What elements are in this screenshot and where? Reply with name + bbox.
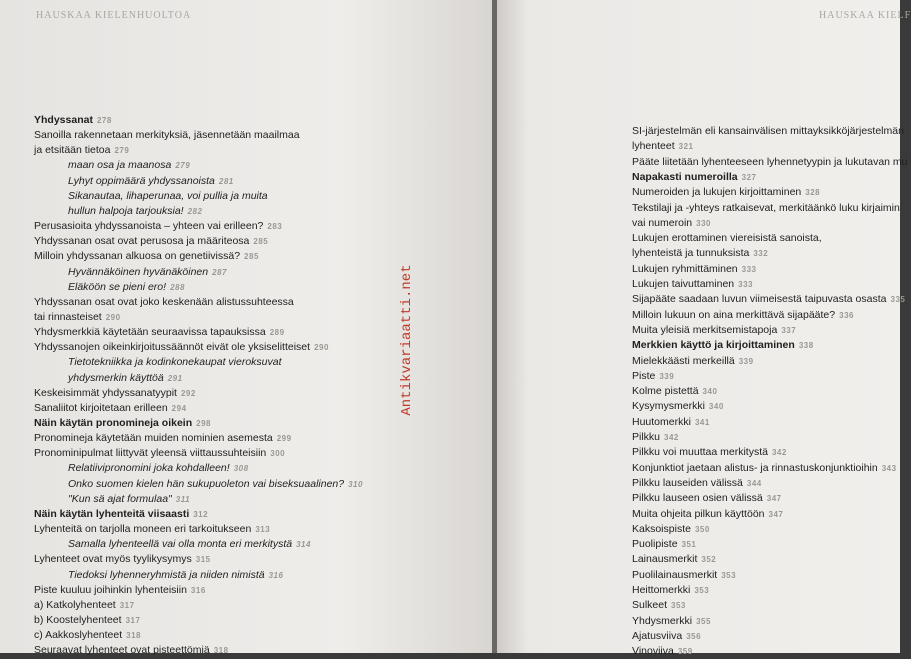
toc-entry-page: 330	[696, 218, 711, 228]
toc-entry-title: hullun halpoja tarjouksia!	[68, 204, 184, 217]
toc-entry-page: 317	[125, 615, 141, 625]
toc-entry	[34, 628, 141, 643]
toc-entry-page: 314	[296, 540, 311, 550]
toc-entry-title: Pilkku voi muuttaa merkitystä	[632, 446, 768, 459]
toc-entry-title: Sijapääte saadaan luvun viimeisestä taipuvasta osasta	[632, 293, 887, 306]
toc-entry-title: Näin käytän pronomineja oikein	[34, 417, 193, 429]
toc-entry	[632, 292, 905, 307]
toc-entry	[34, 340, 329, 355]
toc-entry-title: "Kun sä ajat formulaa"	[68, 492, 172, 505]
toc-entry-title: Pilkku	[632, 431, 661, 443]
toc-entry-title: Numeroiden ja lukujen kirjoittaminen	[632, 186, 802, 199]
toc-entry-title: Kolme pistettä	[632, 385, 699, 398]
toc-entry-page: 356	[686, 631, 702, 641]
toc-entry-title: Merkkien käyttö ja kirjoittaminen	[632, 339, 795, 352]
toc-entry	[34, 613, 140, 628]
toc-entry-page: 287	[212, 267, 227, 277]
toc-entry	[632, 568, 736, 583]
toc-entry-title: SI-järjestelmän eli kansainvälisen mittayksikköjärjestelmän	[632, 125, 904, 137]
toc-entry-title: Lukujen erottaminen viereisistä sanoista,	[632, 232, 822, 245]
toc-entry	[34, 113, 112, 128]
toc-entry-title: Mielekkäästi merkeillä	[632, 354, 735, 367]
toc-entry	[68, 477, 363, 492]
toc-entry-title: Näin käytän lyhenteitä viisaasti	[34, 507, 190, 520]
toc-entry-title: Piste kuuluu joihinkin lyhenteisiin	[34, 583, 187, 596]
toc-entry-title: Milloin lukuun on aina merkittävä sijapääte?	[632, 308, 836, 321]
toc-entry	[34, 552, 211, 567]
toc-entry	[632, 491, 782, 506]
toc-entry-title: Seuraavat lyhenteet ovat pisteettömiä	[34, 644, 210, 657]
toc-entry	[34, 325, 285, 340]
running-head-left: HAUSKAA KIELENHUOLTOA	[36, 10, 192, 21]
toc-entry-title: Vinoviiva	[632, 645, 674, 658]
toc-entry	[68, 492, 190, 507]
toc-entry-page: 335	[890, 295, 906, 305]
toc-entry-page: 285	[253, 237, 269, 247]
toc-entry-title: Pilkku lauseiden välissä	[632, 476, 743, 489]
toc-entry	[34, 507, 208, 522]
toc-entry	[34, 431, 292, 446]
toc-entry	[68, 204, 202, 219]
toc-entry-page: 347	[766, 494, 782, 504]
toc-entry-page: 340	[702, 387, 718, 397]
toc-entry	[632, 384, 717, 399]
toc-entry-page: 279	[114, 146, 130, 156]
toc-entry	[34, 234, 268, 249]
toc-entry-page: 321	[678, 142, 694, 152]
toc-entry-title: ja etsitään tietoa	[34, 144, 111, 157]
toc-entry	[632, 583, 709, 598]
toc-entry-page: 289	[269, 328, 285, 338]
toc-entry-page: 355	[696, 616, 711, 626]
toc-entry-page: 311	[175, 494, 191, 504]
toc-entry-page: 285	[244, 252, 259, 262]
toc-entry-title: Pronomineja käytetään muiden nominien asemesta	[34, 432, 273, 445]
toc-entry	[632, 644, 693, 659]
toc-entry	[34, 386, 196, 401]
toc-entry-title: lyhenteistä ja tunnuksista	[632, 247, 750, 260]
toc-entry-title: Heittomerkki	[632, 584, 691, 596]
toc-entry-title: maan osa ja maanosa	[68, 159, 172, 172]
toc-entry-title: Keskeisimmät yhdyssanatyypit	[34, 386, 177, 399]
toc-entry-page: 290	[314, 343, 329, 353]
toc-entry	[632, 399, 724, 414]
toc-entry-page: 282	[187, 206, 203, 216]
toc-entry-page: 327	[741, 172, 757, 182]
toc-entry	[68, 189, 268, 203]
toc-entry-page: 312	[193, 509, 209, 519]
toc-entry-title: Yhdyssanojen oikeinkirjoitussäännöt eivät ole yksiselitteiset	[34, 341, 311, 354]
toc-entry-page: 278	[96, 116, 112, 125]
toc-entry-page: 281	[218, 176, 234, 186]
toc-entry-title: Milloin yhdyssanan alkuosa on genetiivissä?	[34, 250, 241, 263]
toc-entry	[68, 537, 311, 552]
toc-entry	[34, 416, 211, 431]
toc-entry-title: Eläköön se pieni ero!	[68, 280, 167, 293]
toc-entry	[632, 614, 711, 629]
toc-entry-page: 313	[255, 525, 271, 535]
toc-entry-title: Lyhenteitä on tarjolla moneen eri tarkoitukseen	[34, 523, 252, 536]
toc-entry-page: 352	[701, 555, 717, 565]
toc-entry-title: Sulkeet	[632, 599, 668, 612]
toc-entry	[34, 522, 270, 537]
toc-entry	[632, 430, 679, 445]
toc-entry	[68, 568, 283, 583]
toc-entry-title: lyhenteet	[632, 140, 675, 153]
toc-entry-title: Kysymysmerkki	[632, 400, 705, 413]
toc-entry-title: Lyhyt oppimäärä yhdyssanoista	[68, 174, 215, 187]
toc-entry-page: 310	[348, 479, 363, 489]
toc-entry-title: Puolilainausmerkit	[632, 568, 718, 581]
toc-entry-page: 359	[677, 647, 693, 657]
toc-entry-title: Kaksoispiste	[632, 522, 691, 535]
toc-entry-title: Sikanautaa, lihaperunaa, voi pullia ja muita	[68, 189, 268, 202]
toc-entry-page: 338	[798, 341, 814, 351]
toc-entry	[632, 155, 908, 169]
toc-entry-title: Onko suomen kielen hän sukupuoleton vai biseksuaalinen?	[68, 477, 345, 490]
toc-entry-title: Yhdysmerkki	[632, 614, 693, 627]
toc-entry	[632, 246, 768, 261]
toc-entry-page: 353	[721, 570, 737, 580]
toc-entry	[632, 124, 904, 138]
toc-entry-title: Lukujen taivuttaminen	[632, 278, 735, 290]
toc-entry	[632, 262, 757, 277]
toc-entry	[34, 219, 282, 234]
toc-entry	[632, 476, 762, 491]
toc-entry-page: 350	[694, 524, 710, 534]
toc-entry	[34, 446, 285, 461]
toc-entry-page: 353	[694, 586, 710, 595]
toc-entry-page: 308	[233, 464, 249, 474]
running-head-right: HAUSKAA KIELF	[819, 10, 911, 21]
toc-entry	[632, 537, 696, 552]
toc-entry-page: 294	[171, 403, 187, 413]
toc-entry-page: 283	[267, 222, 283, 232]
toc-entry	[34, 583, 206, 598]
toc-entry	[632, 507, 783, 522]
toc-entry	[632, 522, 710, 537]
toc-entry-title: Huutomerkki	[632, 415, 691, 428]
toc-entry-page: 353	[671, 601, 686, 611]
toc-entry	[632, 323, 796, 338]
toc-entry-title: Muita ohjeita pilkun käyttöön	[632, 507, 765, 520]
toc-entry-page: 339	[659, 371, 675, 381]
toc-entry-page: 292	[180, 388, 196, 398]
toc-entry-page: 317	[119, 600, 135, 610]
toc-entry-page: 291	[167, 373, 183, 383]
toc-entry	[632, 277, 753, 292]
toc-entry-page: 279	[175, 161, 191, 171]
toc-entry-title: Pronominipulmat liittyvät yleensä viittaussuhteisiin	[34, 447, 267, 460]
toc-entry	[632, 216, 711, 231]
toc-entry-page: 343	[881, 463, 897, 473]
toc-entry	[632, 415, 710, 430]
toc-entry	[34, 143, 129, 158]
toc-entry-title: Yhdyssanat	[34, 114, 93, 126]
toc-entry-page: 328	[805, 188, 821, 198]
toc-entry-page: 333	[741, 264, 757, 274]
toc-entry-title: c) Aakkoslyhenteet	[34, 629, 123, 642]
toc-entry	[632, 139, 693, 154]
toc-entry-title: Pilkku lauseen osien välissä	[632, 492, 763, 505]
toc-entry	[68, 280, 185, 295]
toc-entry-page: 347	[768, 509, 784, 519]
toc-entry-title: Napakasti numeroilla	[632, 170, 738, 183]
toc-entry	[34, 598, 135, 613]
toc-entry-title: Pääte liitetään lyhenteeseen lyhennetyypin ja lukutavan mu	[632, 155, 908, 168]
toc-entry	[632, 338, 814, 353]
toc-entry-title: a) Katkolyhenteet	[34, 598, 116, 611]
toc-entry-title: Lainausmerkit	[632, 553, 698, 566]
toc-entry-title: vai numeroin	[632, 216, 693, 229]
toc-entry-title: b) Koostelyhenteet	[34, 613, 122, 626]
toc-entry-title: Muita yleisiä merkitsemistapoja	[632, 323, 778, 336]
toc-entry-title: Ajatusviiva	[632, 629, 683, 642]
toc-entry	[34, 128, 300, 142]
toc-entry-title: Sanoilla rakennetaan merkityksiä, jäsennetään maailmaa	[34, 129, 300, 142]
toc-entry	[34, 295, 294, 309]
toc-entry-page: 316	[190, 585, 206, 595]
toc-entry-title: Samalla lyhenteellä vai olla monta eri merkitystä	[68, 538, 293, 551]
toc-entry	[68, 265, 227, 280]
toc-entry	[632, 354, 754, 369]
toc-entry-page: 300	[270, 449, 286, 459]
toc-entry-title: Piste	[632, 369, 656, 382]
toc-entry-page: 336	[839, 310, 854, 320]
toc-entry	[632, 629, 701, 644]
toc-entry-page: 316	[268, 570, 284, 580]
toc-entry-title: Perusasioita yhdyssanoista – yhteen vai erilleen?	[34, 220, 264, 233]
toc-entry-page: 290	[105, 312, 121, 322]
toc-entry-title: Yhdyssanan osat ovat joko keskenään alistussuhteessa	[34, 295, 294, 308]
right-page	[497, 0, 911, 658]
toc-entry-page: 318	[126, 631, 141, 641]
toc-entry-title: Hyvännäköinen hyvänäköinen	[68, 265, 209, 278]
watermark-text: Antikvariaatti.net	[399, 264, 415, 416]
toc-entry-page: 299	[276, 434, 292, 444]
toc-entry	[68, 461, 249, 476]
toc-entry-title: Yhdyssanan osat ovat perusosa ja määriteosa	[34, 235, 250, 248]
toc-entry	[632, 201, 900, 215]
toc-entry	[68, 371, 183, 386]
toc-entry	[68, 355, 282, 369]
toc-entry-page: 288	[170, 282, 185, 292]
toc-entry-page: 337	[781, 325, 797, 335]
toc-entry-page: 342	[771, 448, 787, 458]
toc-entry-title: Konjunktiot jaetaan alistus- ja rinnastuskonjunktioihin	[632, 461, 878, 474]
toc-entry-page: 298	[196, 419, 211, 428]
toc-entry-title: Relatiivipronomini joka kohdalleen!	[68, 462, 230, 475]
toc-entry-title: yhdysmerkin käyttöä	[68, 371, 164, 384]
toc-entry-title: Lukujen ryhmittäminen	[632, 262, 738, 275]
toc-entry-page: 332	[753, 249, 769, 259]
toc-entry	[632, 231, 822, 245]
toc-entry	[632, 461, 897, 476]
toc-entry-page: 339	[738, 356, 754, 366]
toc-entry-page: 351	[681, 540, 697, 550]
toc-entry	[632, 445, 787, 460]
toc-entry-page: 318	[213, 646, 229, 656]
toc-entry-page: 315	[195, 555, 211, 565]
toc-entry-title: Puolipiste	[632, 538, 678, 551]
toc-entry-page: 344	[746, 478, 762, 488]
toc-entry-title: Tiedoksi lyhenneryhmistä ja niiden nimistä	[68, 568, 265, 581]
toc-entry	[68, 174, 234, 189]
toc-entry-title: Yhdysmerkkiä käytetään seuraavissa tapauksissa	[34, 326, 266, 339]
toc-entry-page: 341	[694, 417, 710, 427]
toc-entry	[632, 598, 686, 613]
toc-entry-page: 340	[708, 402, 724, 412]
toc-entry-page: 333	[738, 280, 754, 289]
toc-entry-title: Tekstilaji ja -yhteys ratkaisevat, merkitäänkö luku kirjaimin	[632, 201, 900, 214]
toc-entry	[632, 170, 756, 185]
toc-entry-title: Tietotekniikka ja kodinkonekaupat vieroksuvat	[68, 356, 282, 369]
toc-entry-title: tai rinnasteiset	[34, 310, 102, 323]
toc-entry	[34, 249, 259, 264]
toc-entry	[34, 310, 121, 325]
toc-entry	[34, 401, 187, 416]
toc-entry-title: Sanaliitot kirjoitetaan erilleen	[34, 401, 168, 414]
toc-entry	[632, 369, 674, 384]
toc-entry	[34, 643, 229, 658]
toc-entry-title: Lyhenteet ovat myös tyylikysymys	[34, 553, 192, 566]
toc-entry	[632, 552, 716, 567]
watermark	[396, 240, 418, 440]
toc-entry-page: 342	[664, 433, 679, 442]
toc-entry	[68, 158, 190, 173]
toc-entry	[632, 185, 820, 200]
toc-entry	[632, 308, 854, 323]
